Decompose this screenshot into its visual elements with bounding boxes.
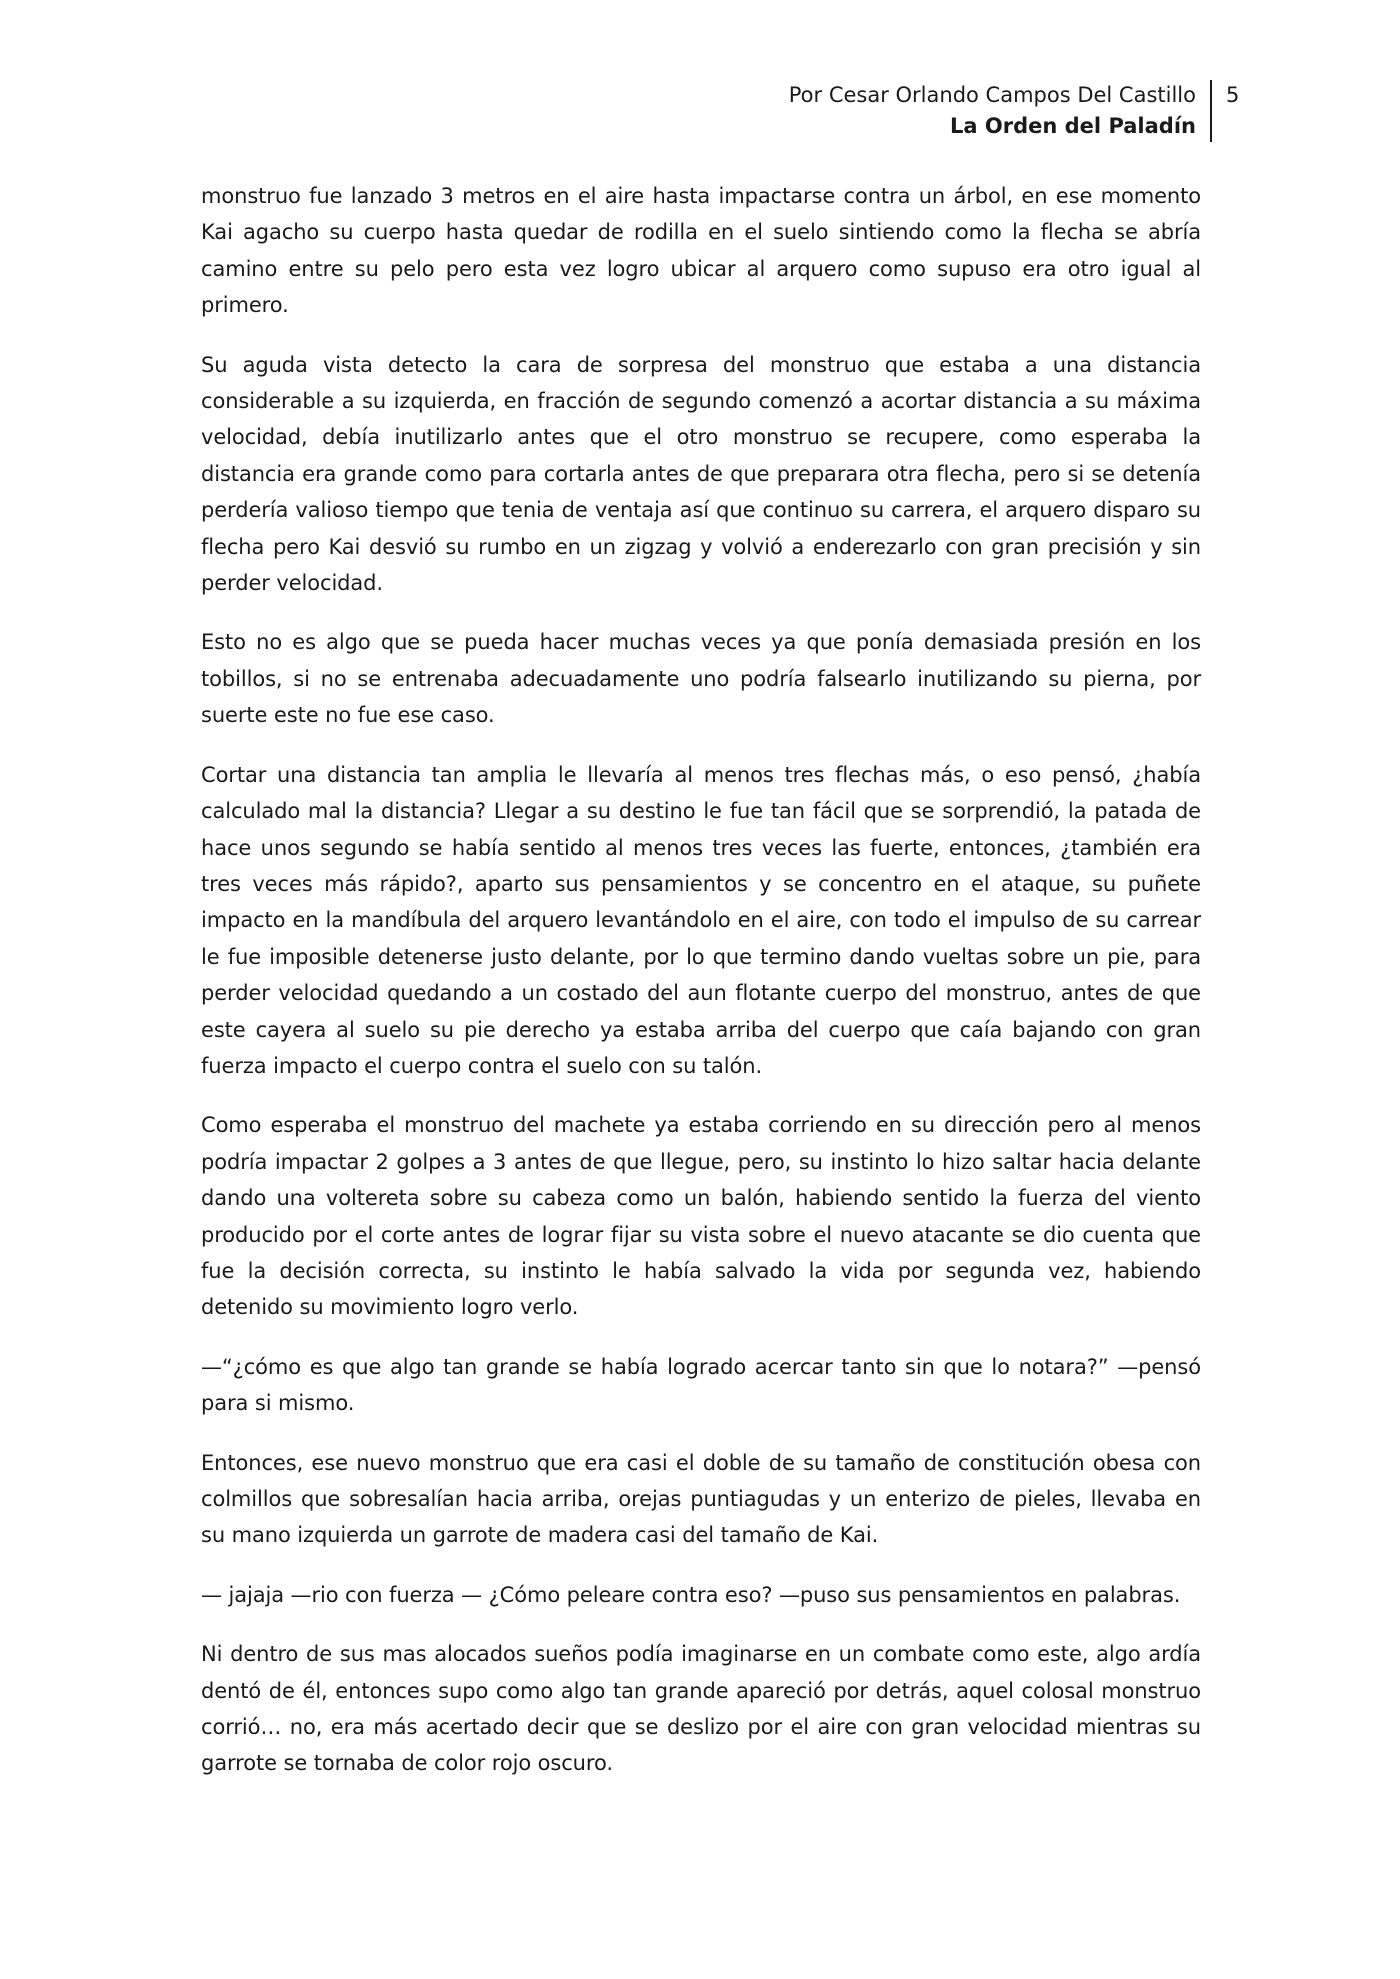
page-number: 5: [1226, 83, 1240, 107]
paragraph: — jajaja —rio con fuerza — ¿Cómo peleare contra eso? —puso sus pensamientos en palabras.: [201, 1582, 1181, 1607]
book-title: La Orden del Paladín: [950, 114, 1196, 138]
paragraph: monstruo fue lanzado 3 metros en el aire hasta impactarse contra un árbol, en ese momento Kai agacho su cuerpo hasta quedar de rodilla en el suelo sintiendo como la flecha se abría camino entre su pelo pero esta vez logro ubicar al arquero como supuso era otro igual al primero.: [201, 184, 1201, 318]
paragraph: Su aguda vista detecto la cara de sorpresa del monstruo que estaba a una distancia considerable a su izquierda, en fracción de segundo comenzó a acortar distancia a su máxima velocidad, debía inutilizarlo antes que el otro monstruo se recupere, como esperaba la distancia era grande como para cortarla antes de que preparara otra flecha, pero si se detenía perdería valioso tiempo que tenia de ventaja así que continuo su carrera, el arquero disparo su flecha pero Kai desvió su rumbo en un zigzag y volvió a enderezarlo con gran precisión y sin perder velocidad.: [201, 352, 1201, 596]
running-header: [789, 80, 1212, 142]
paragraph: Entonces, ese nuevo monstruo que era casi el doble de su tamaño de constitución obesa con colmillos que sobresalían hacia arriba, orejas puntiagudas y un enterizo de pieles, llevaba en su mano izquierda un garrote de madera casi del tamaño de Kai.: [201, 1450, 1201, 1548]
paragraph: Esto no es algo que se pueda hacer muchas veces ya que ponía demasiada presión en los tobillos, si no se entrenaba adecuadamente uno podría falsearlo inutilizando su pierna, por suerte este no fue ese caso.: [201, 630, 1201, 728]
body-text: [201, 178, 1201, 1805]
author-line: Por Cesar Orlando Campos Del Castillo: [788, 83, 1196, 107]
paragraph: Como esperaba el monstruo del machete ya estaba corriendo en su dirección pero al menos podría impactar 2 golpes a 3 antes de que llegue, pero, su instinto lo hizo saltar hacia delante dando una voltereta sobre su cabeza como un balón, habiendo sentido la fuerza del viento producido por el corte antes de lograr fijar su vista sobre el nuevo atacante se dio cuenta que fue la decisión correcta, su instinto le había salvado la vida por segunda vez, habiendo detenido su movimiento logro verlo.: [201, 1113, 1201, 1320]
paragraph: —“¿cómo es que algo tan grande se había logrado acercar tanto sin que lo notara?” —pensó para si mismo.: [201, 1354, 1201, 1416]
paragraph: Ni dentro de sus mas alocados sueños podía imaginarse en un combate como este, algo ardía dentó de él, entonces supo como algo tan grande apareció por detrás, aquel colosal monstruo corrió… no, era más acertado decir que se deslizo por el aire con gran velocidad mientras su garrote se tornaba de color rojo oscuro.: [201, 1642, 1201, 1776]
paragraph: Cortar una distancia tan amplia le llevaría al menos tres flechas más, o eso pensó, ¿había calculado mal la distancia? Llegar a su destino le fue tan fácil que se sorprendió, la patada de hace unos segundo se había sentido al menos tres veces las fuerte, entonces, ¿también era tres veces más rápido?, aparto sus pensamientos y se concentro en el ataque, su puñete impacto en la mandíbula del arquero levantándolo en el aire, con todo el impulso de su carrear le fue imposible detenerse justo delante, por lo que termino dando vueltas sobre un pie, para perder velocidad quedando a un costado del aun flotante cuerpo del monstruo, antes de que este cayera al suelo su pie derecho ya estaba arriba del cuerpo que caía bajando con gran fuerza impacto el cuerpo contra el suelo con su talón.: [201, 762, 1201, 1078]
